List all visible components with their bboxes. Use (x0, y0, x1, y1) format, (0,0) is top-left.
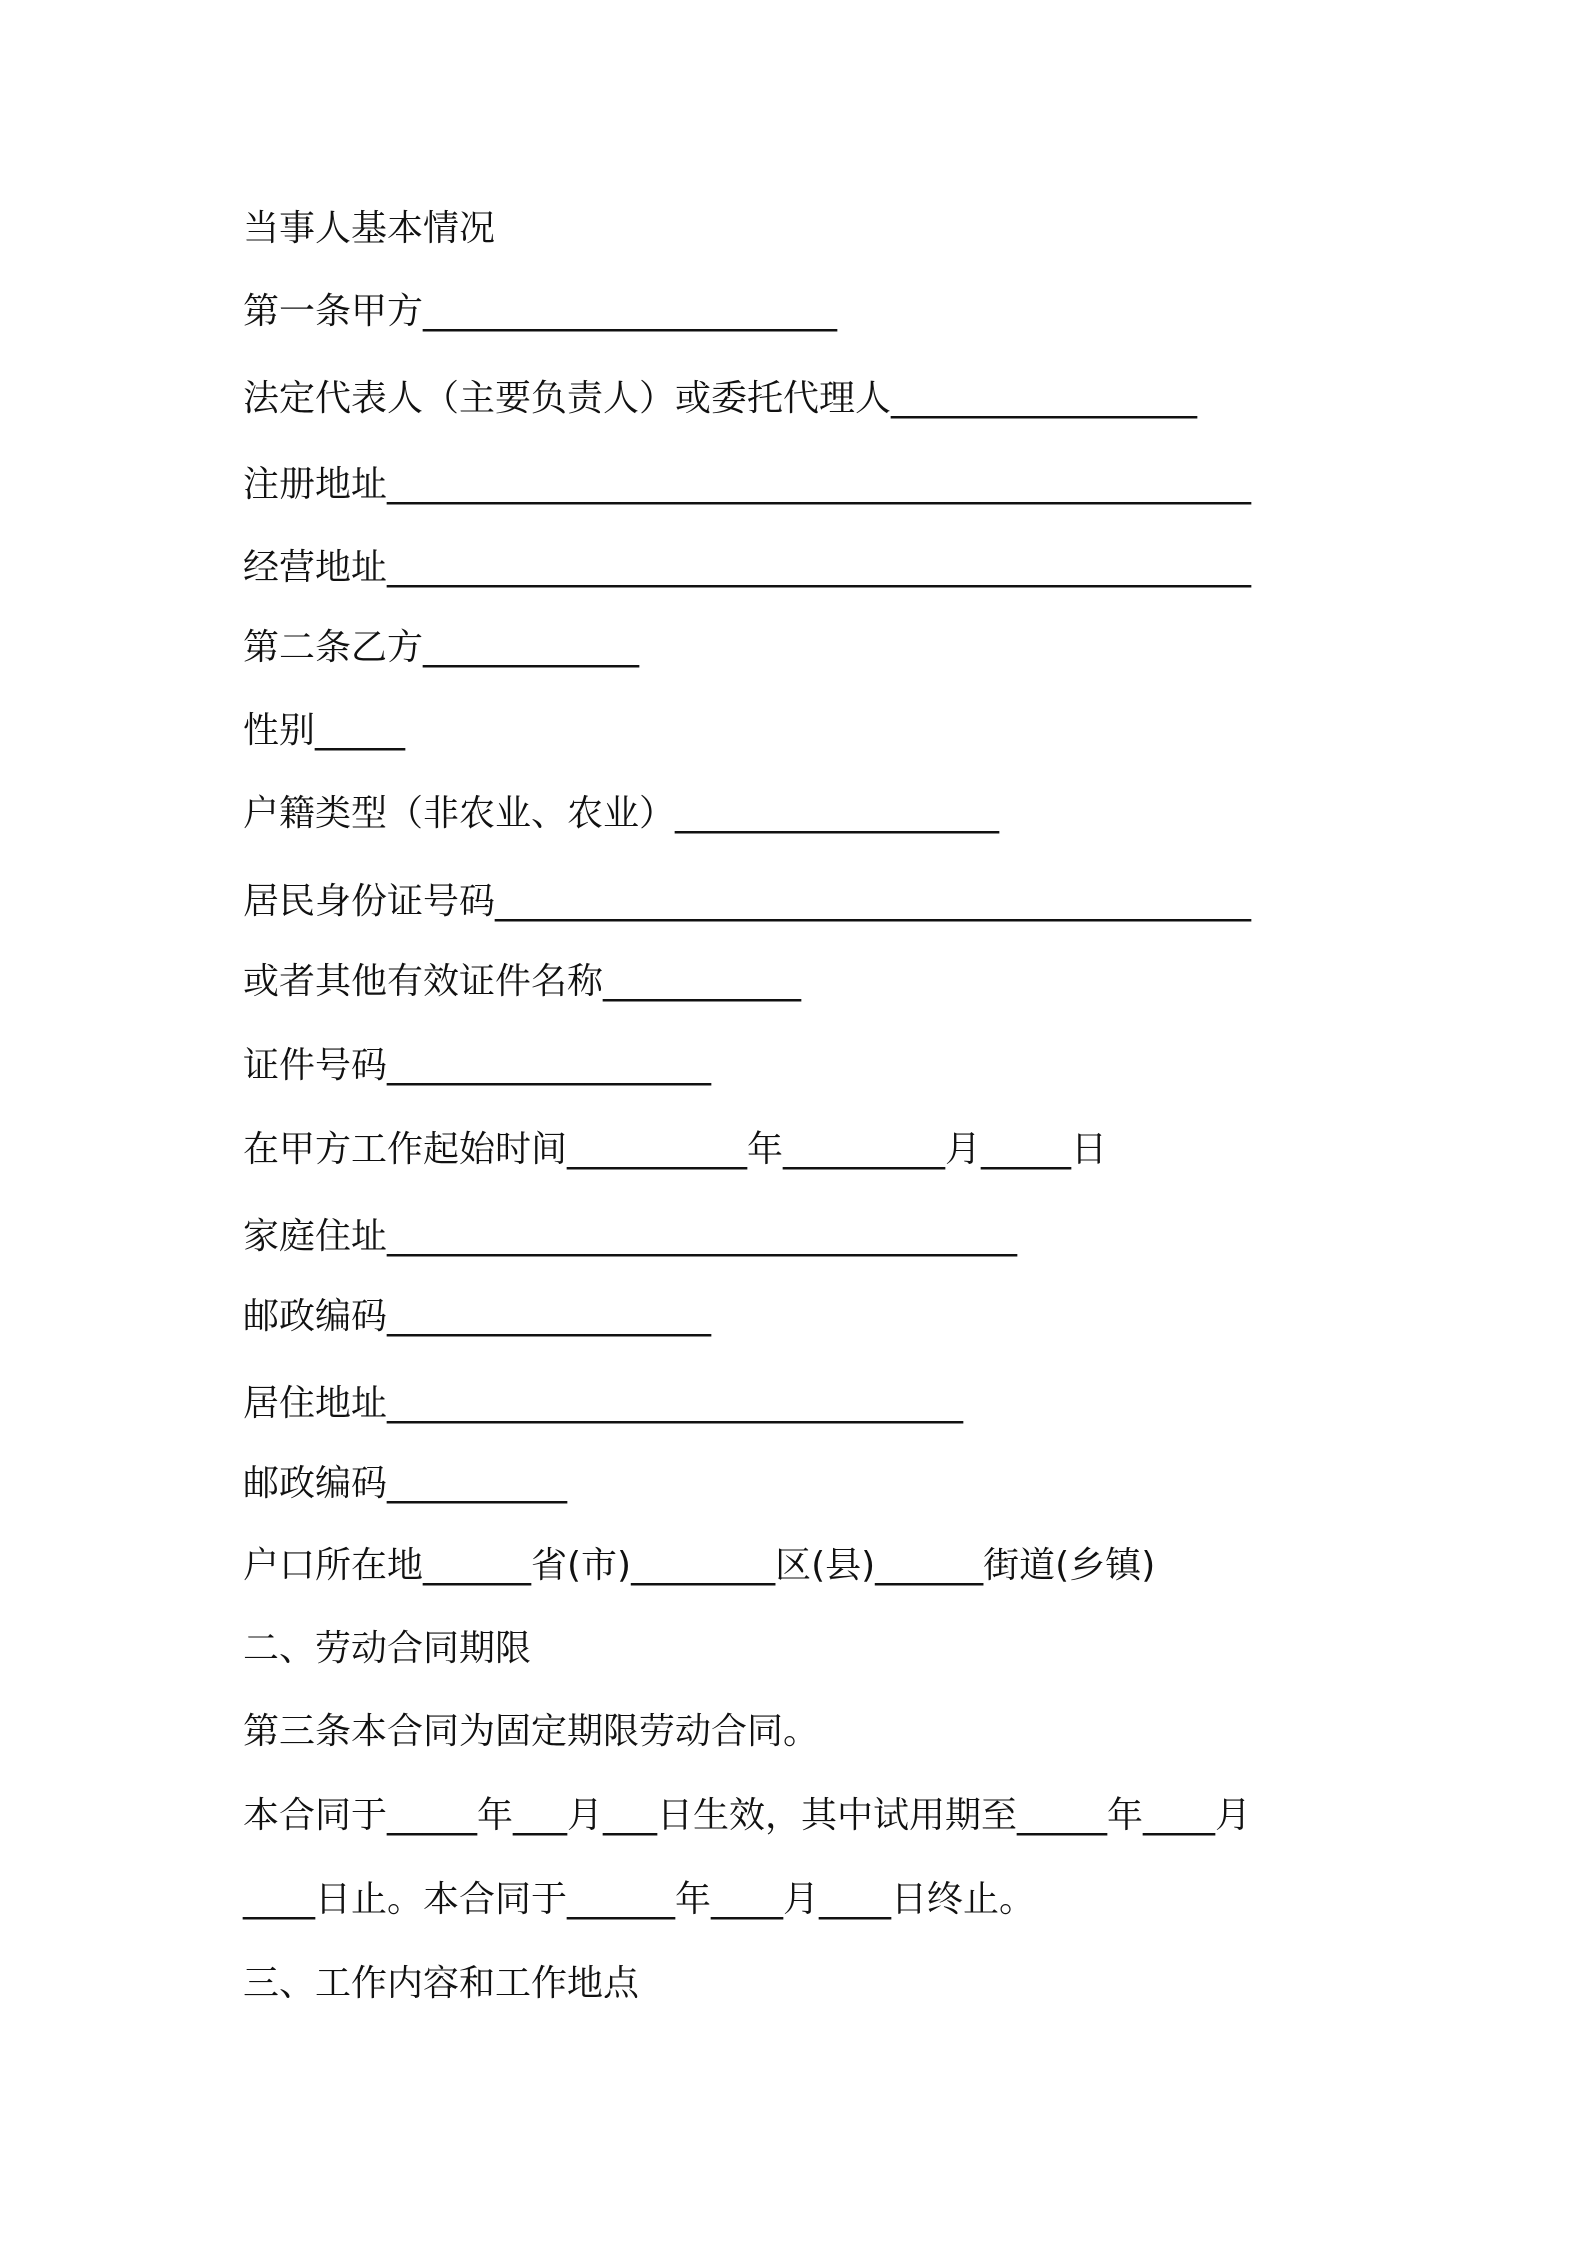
business-address-field: 经营地址________________________________________________ (243, 547, 1252, 588)
registered-address-field: 注册地址________________________________________________ (243, 464, 1252, 505)
party-b-field: 第二条乙方____________ (243, 627, 640, 668)
section-heading-work-content: 三、工作内容和工作地点 (243, 1963, 640, 2004)
start-date-field: 在甲方工作起始时间__________年_________月_____日 (243, 1129, 1108, 1170)
section-heading-parties: 当事人基本情况 (243, 208, 496, 249)
gender-field: 性别_____ (243, 710, 406, 751)
postal-code-field-1: 邮政编码__________________ (243, 1296, 712, 1337)
contract-effective-dates: 本合同于_____年___月___日生效，其中试用期至_____年____月 (243, 1795, 1252, 1836)
home-address-field: 家庭住址___________________________________ (243, 1216, 1018, 1257)
legal-representative-field: 法定代表人（主要负责人）或委托代理人_________________ (243, 378, 1198, 419)
household-type-field: 户籍类型（非农业、农业）__________________ (243, 793, 1000, 834)
article-three-text: 第三条本合同为固定期限劳动合同。 (243, 1711, 820, 1752)
other-id-name-field: 或者其他有效证件名称___________ (243, 961, 802, 1002)
contract-end-dates: ____日止。本合同于______年____月____日终止。 (243, 1879, 1036, 1920)
residential-address-field: 居住地址________________________________ (243, 1383, 964, 1424)
id-number-field: 居民身份证号码__________________________________________ (243, 881, 1252, 922)
postal-code-field-2: 邮政编码__________ (243, 1463, 568, 1504)
household-registration-field: 户口所在地______省(市)________区(县)______街道(乡镇) (243, 1545, 1156, 1586)
id-code-field: 证件号码__________________ (243, 1045, 712, 1086)
section-heading-contract-term: 二、劳动合同期限 (243, 1628, 532, 1669)
party-a-field: 第一条甲方_______________________ (243, 291, 838, 332)
